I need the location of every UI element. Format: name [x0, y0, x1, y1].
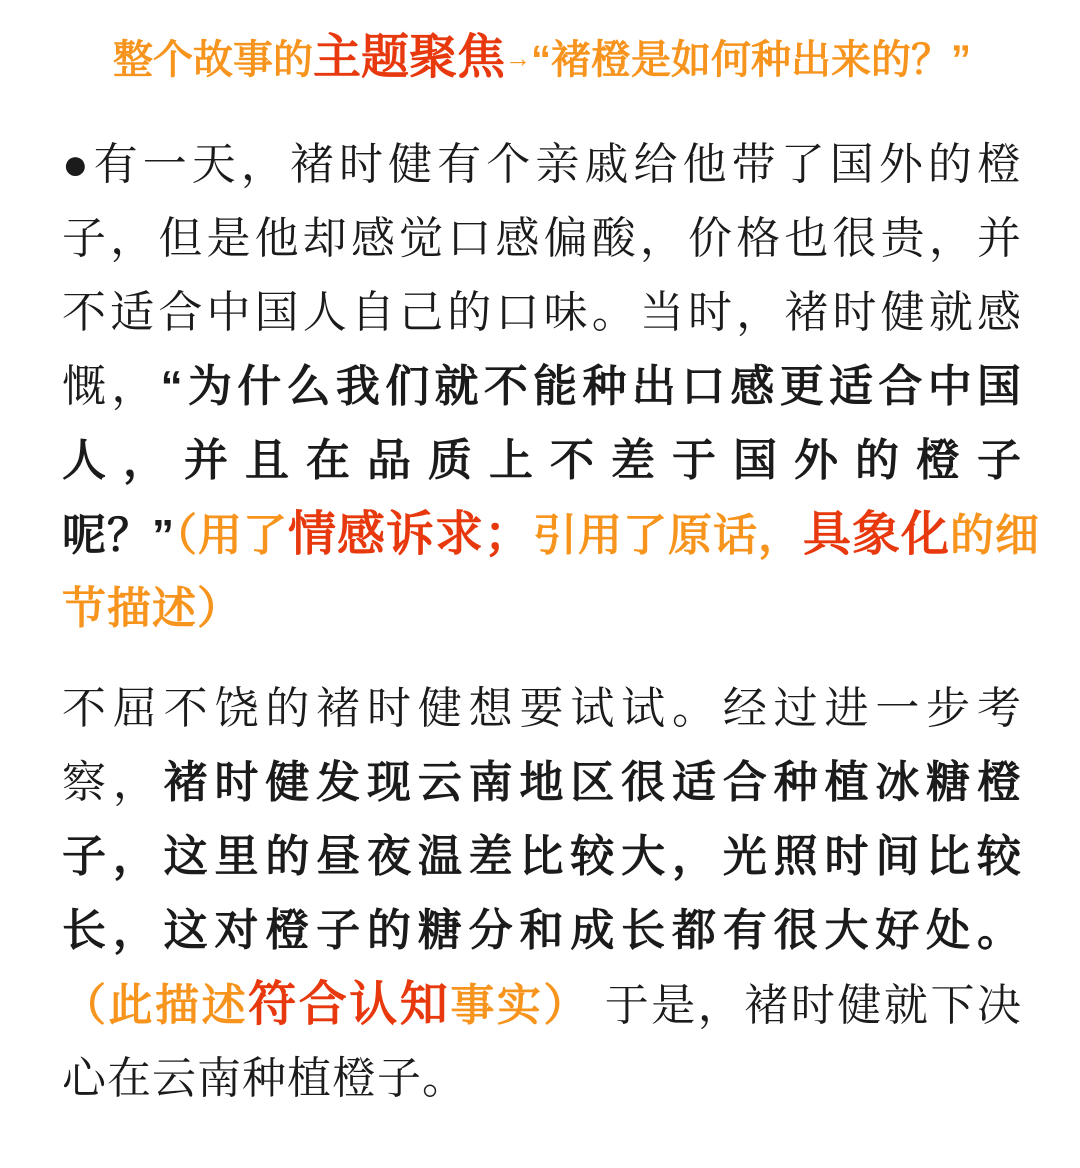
text-line	[62, 498, 1041, 572]
text-run-normal: 于是，褚时健就下决	[589, 981, 1022, 1030]
text-line	[62, 894, 1022, 968]
article-body	[62, 128, 1041, 1116]
text-line	[62, 820, 1022, 894]
text-run-orange: （用了	[175, 511, 288, 560]
text-run-orange: （此描述	[62, 981, 249, 1030]
text-line	[62, 424, 1022, 498]
para-anecdote	[62, 128, 1041, 646]
text-run-bold: 长，这对橙子的糖分和成长都有很大好处。	[62, 906, 1022, 955]
text-line	[62, 672, 1022, 746]
text-run-normal: 心在云南种植橙子。	[62, 1054, 467, 1103]
text-run-red: 具象化	[803, 508, 951, 561]
text-run-bold: 子，这里的昼夜温差比较大，光照时间比较	[62, 832, 1022, 881]
text-run-red: 情感诉求；	[288, 508, 534, 561]
text-run-red: 符合认知	[248, 978, 451, 1031]
headline	[62, 26, 1022, 90]
text-run-bold: “为什么我们就不能种出口感更适合中国	[160, 362, 1023, 411]
text-line	[62, 202, 1022, 276]
text-line	[62, 746, 1022, 820]
text-run-normal: 慨，	[62, 362, 161, 411]
text-line	[62, 276, 1022, 350]
text-run-t-orange: 整个故事的	[112, 38, 313, 82]
text-line	[62, 350, 1022, 424]
text-run-orange: 节描述）	[62, 584, 242, 633]
text-run-t-arrow: →	[505, 43, 531, 73]
text-run-orange: 事实）	[450, 981, 590, 1030]
text-run-orange: 的细	[950, 511, 1041, 560]
text-run-normal: ●有一天，褚时健有个亲戚给他带了国外的橙	[62, 140, 1022, 189]
text-run-orange: 引用了原话，	[533, 511, 804, 560]
text-line	[62, 968, 1022, 1042]
text-run-t-quote: “褚橙是如何种出来的？”	[531, 38, 971, 82]
text-run-bold: 人，并且在品质上不差于国外的橙子	[62, 436, 1022, 485]
text-run-bold: 褚时健发现云南地区很适合种植冰糖橙	[163, 758, 1023, 807]
text-run-bold: 呢？”	[62, 511, 175, 560]
text-run-t-red: 主题聚焦	[312, 31, 505, 84]
article-page	[0, 26, 1080, 1168]
text-run-normal: 察，	[62, 758, 164, 807]
text-run-normal: 子，但是他却感觉口感偏酸，价格也很贵，并	[62, 214, 1022, 263]
text-line	[62, 572, 1022, 646]
text-run-normal: 不适合中国人自己的口味。当时，褚时健就感	[62, 288, 1022, 337]
para-yunnan	[62, 672, 1022, 1116]
text-line	[62, 1042, 1022, 1116]
text-line	[62, 128, 1022, 202]
text-run-normal: 不屈不饶的褚时健想要试试。经过进一步考	[62, 684, 1022, 733]
